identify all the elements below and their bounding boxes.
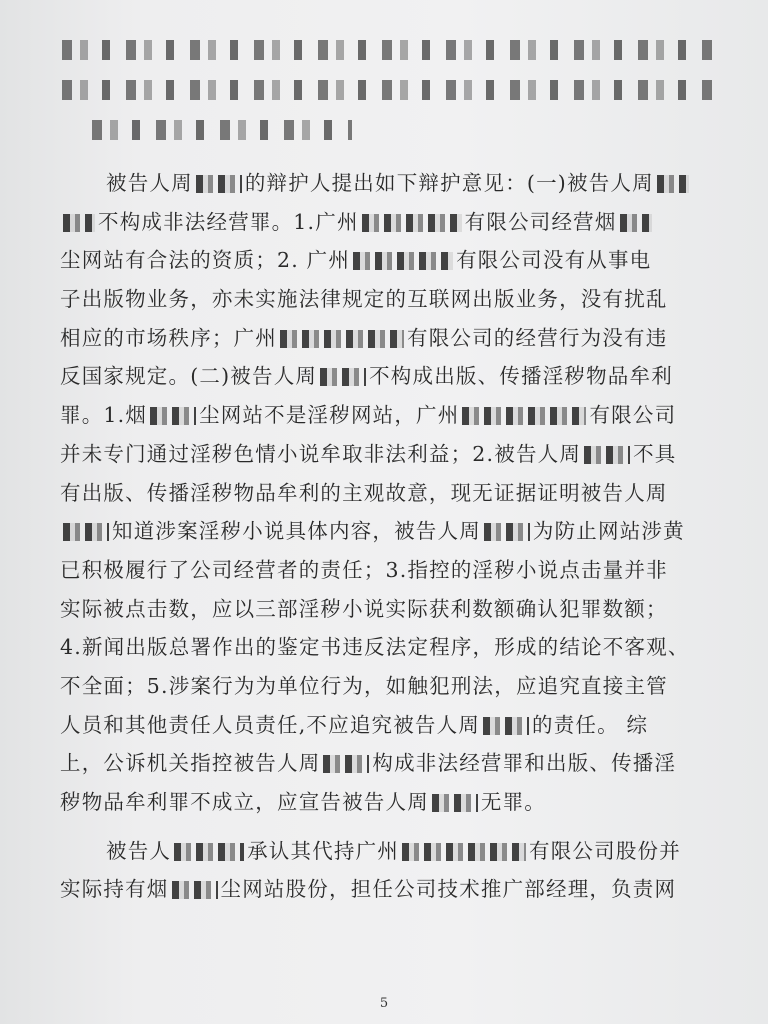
redaction-mark (362, 214, 462, 232)
text-line (60, 832, 708, 871)
text-line (60, 551, 708, 590)
text-segment: 不全面；5.涉案行为为单位行为，如触犯刑法，应追究直接主管 (60, 673, 668, 698)
text-line (60, 744, 708, 783)
redaction-mark (483, 717, 529, 735)
defendant-statement-paragraph (60, 832, 708, 909)
text-line (60, 512, 708, 551)
text-segment: 有出版、传播淫秽物品牟利的主观故意，现无证据证明被告人周 (60, 480, 668, 505)
text-line (60, 870, 708, 909)
text-segment: 实际被点击数，应以三部淫秽小说实际获利数额确认犯罪数额； (60, 596, 668, 621)
redaction-mark (174, 843, 244, 861)
redaction-mark (150, 407, 196, 425)
text-segment: 相应的市场秩序；广州 (60, 325, 277, 350)
text-line (60, 706, 708, 745)
redaction-mark (402, 843, 526, 861)
text-segment: 不构成非法经营罪。1.广州 (98, 209, 359, 234)
text-segment: 为防止网站涉黄 (532, 519, 685, 544)
text-segment: 并未专门通过淫秽色情小说牟取非法利益；2.被告人周 (60, 441, 582, 466)
redaction-mark (280, 330, 404, 348)
redaction-mark (320, 368, 366, 386)
redaction-mark (657, 175, 689, 193)
text-segment: 4.新闻出版总署作出的鉴定书违反法定程序，形成的结论不客观、 (60, 635, 690, 660)
text-line (60, 628, 708, 667)
redacted-line (62, 80, 712, 100)
text-line (60, 319, 708, 358)
text-segment: 人员和其他责任人员责任,不应追究被告人周 (60, 712, 481, 737)
redaction-mark (63, 214, 95, 232)
body-text (60, 164, 708, 909)
defense-opinion-paragraph (60, 164, 708, 822)
text-segment: 尘网站有合法的资质；2. 广州 (60, 248, 351, 273)
page-number: 5 (379, 996, 389, 1011)
text-line (60, 590, 708, 629)
redacted-line (62, 40, 712, 60)
text-line (60, 667, 708, 706)
text-segment: 罪。1.烟 (60, 403, 148, 428)
text-line (60, 280, 708, 319)
text-segment: 承认其代持广州 (247, 838, 400, 863)
text-segment: 秽物品牟利罪不成立，应宣告被告人周 (60, 790, 429, 814)
text-segment: 已积极履行了公司经营者的责任；3.指控的淫秽小说点击量并非 (60, 557, 668, 582)
text-line (60, 474, 708, 513)
text-segment: 尘网站股份，担任公司技术推广部经理，负责网 (220, 877, 677, 902)
text-segment: 的辩护人提出如下辩护意见：(一)被告人周 (244, 171, 654, 195)
text-segment: 有限公司没有从事电 (456, 248, 652, 273)
text-segment: 无罪。 (480, 790, 547, 814)
redacted-line (92, 120, 352, 140)
redaction-mark (172, 881, 218, 899)
text-segment: 有限公司 (589, 403, 677, 428)
text-line (60, 241, 708, 280)
text-segment: 构成非法经营罪和出版、传播淫 (372, 751, 677, 776)
redaction-mark (323, 755, 369, 773)
text-segment: 上，公诉机关指控被告人周 (60, 751, 321, 776)
text-line (60, 164, 708, 203)
text-segment: 被告人 (106, 838, 172, 863)
text-segment: 有限公司的经营行为没有违 (407, 325, 668, 350)
text-segment: 不构成出版、传播淫秽物品牟利 (369, 364, 673, 389)
redaction-mark (584, 446, 630, 464)
text-segment: 反国家规定。(二)被告人周 (60, 364, 318, 389)
redaction-mark (432, 794, 478, 812)
text-segment: 知道涉案淫秽小说具体内容，被告人周 (112, 519, 481, 544)
text-line (60, 783, 708, 822)
text-segment: 有限公司经营烟 (464, 209, 617, 234)
text-segment: 实际持有烟 (60, 877, 169, 902)
redaction-mark (620, 214, 652, 232)
redaction-mark (63, 523, 109, 541)
redaction-mark (462, 407, 586, 425)
text-line (60, 203, 708, 242)
text-segment: 不具 (633, 441, 677, 466)
text-segment: 被告人周 (106, 171, 193, 195)
redaction-mark (353, 252, 453, 270)
redacted-header-block (62, 40, 712, 160)
text-line (60, 357, 708, 396)
text-segment: 尘网站不是淫秽网站，广州 (199, 403, 460, 428)
text-line (60, 435, 708, 474)
text-segment: 子出版物业务，亦未实施法律规定的互联网出版业务，没有扰乱 (60, 287, 668, 312)
redaction-mark (484, 523, 530, 541)
text-line (60, 396, 708, 435)
redaction-mark (196, 175, 242, 193)
text-segment: 的责任。 综 (532, 712, 649, 737)
text-segment: 有限公司股份并 (529, 838, 681, 863)
